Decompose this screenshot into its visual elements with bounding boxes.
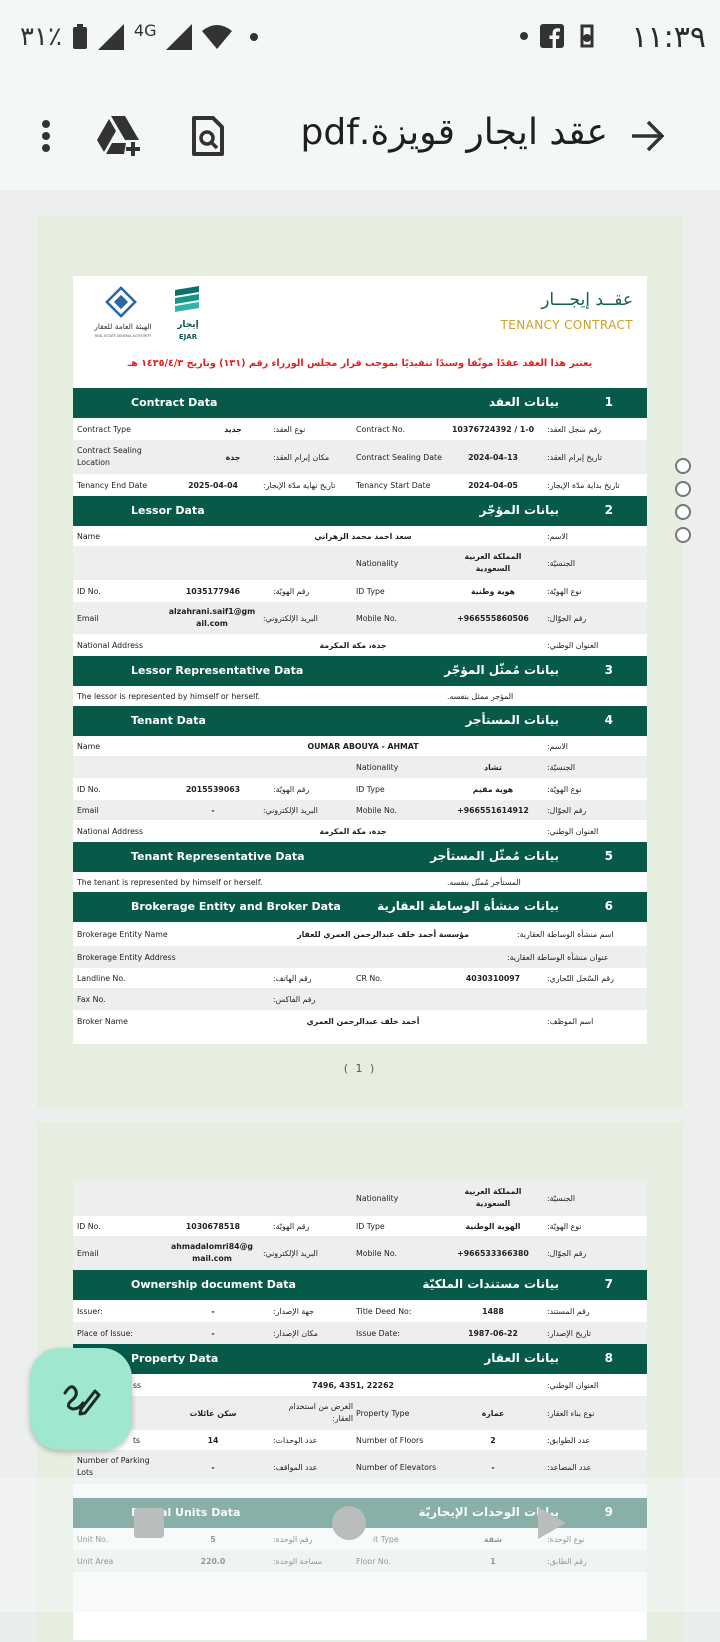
section-title-ar: بيانات المؤجّر — [479, 503, 559, 517]
label-en: Contract Sealing Date — [356, 452, 442, 462]
label-en: CR No. — [356, 973, 383, 983]
arrow-forward-icon — [630, 120, 666, 152]
section-tenant-representative — [73, 842, 647, 872]
label-ar: العنوان الوطني: — [547, 640, 599, 650]
value: ahmadalomri84@gmail.com — [171, 1242, 253, 1263]
label-ar: العنوان الوطني: — [547, 1380, 599, 1390]
table-row — [73, 1300, 647, 1322]
cell-signal-icon — [98, 24, 124, 50]
value: أحمد خلف عبدالرحمن العمري — [306, 1016, 420, 1026]
label-ar: نوع بناء العقار: — [547, 1408, 595, 1418]
more-options-button[interactable] — [22, 112, 70, 160]
table-row — [73, 580, 647, 602]
label-ar: رقم الفاكس: — [273, 994, 316, 1004]
label-en: Nationality — [356, 558, 399, 568]
table-row — [73, 1322, 647, 1344]
drive-add-icon — [97, 116, 143, 156]
value: جدة — [225, 452, 241, 462]
table-row — [73, 1430, 647, 1450]
label-ar: مكان إبرام العقد: — [273, 452, 330, 462]
statement-en: The tenant is represented by himself or herself. — [77, 877, 263, 887]
table-row — [73, 546, 647, 580]
label-en: Email — [77, 613, 99, 623]
section-number: 1 — [604, 395, 613, 409]
contract-sheet — [73, 276, 647, 1044]
table-row — [73, 968, 647, 988]
value: 1035177946 — [185, 586, 241, 596]
label-ar: عدد الطوابق: — [547, 1435, 591, 1445]
table-row — [73, 778, 647, 800]
label-ar: الجنسيّة: — [547, 1193, 576, 1203]
app-notification-icon — [576, 24, 598, 48]
section-tenant-data — [73, 706, 647, 736]
section-title-ar: بيانات منشأة الوساطة العقارية — [377, 899, 559, 913]
document-title: عقد ايجار قويزة.pdf — [300, 112, 608, 153]
label-en: Fax No. — [77, 994, 106, 1004]
value: 14 — [207, 1435, 219, 1445]
table-row — [73, 602, 647, 634]
status-notifications — [520, 24, 598, 48]
label-en: Name — [77, 741, 101, 751]
section-title-ar: بيانات مُمثّل المؤجّر — [444, 663, 559, 677]
section-title-ar: بيانات مستندات الملكيّة — [422, 1277, 559, 1291]
annotate-button[interactable] — [30, 1348, 132, 1450]
label-ar: البريد الإلكتروني: — [263, 1248, 318, 1258]
ejar-logo-text-en: EJAR — [178, 333, 198, 341]
statement-ar: المستأجر مُمثّل بنفسه. — [447, 877, 521, 887]
label-ar: تاريخ الإصدار: — [547, 1328, 591, 1338]
brand-title-en: TENANCY CONTRACT — [500, 318, 633, 332]
value: - — [211, 805, 215, 815]
statement-ar: المؤجر ممثل بنفسه. — [447, 691, 514, 701]
section-title-ar: بيانات العقد — [488, 395, 559, 409]
system-nav-bar — [0, 1478, 720, 1612]
scroll-dot — [675, 481, 691, 497]
value: - — [211, 1462, 215, 1472]
table-row — [73, 1216, 647, 1236]
value: 1488 — [482, 1306, 504, 1316]
section-number: 4 — [604, 713, 613, 727]
label-en: Name — [77, 531, 101, 541]
network-type: 4G — [133, 20, 157, 40]
value: تشاد — [484, 762, 502, 772]
section-title-ar: بيانات المستأجر — [465, 713, 559, 727]
statement-en: The lessor is represented by himself or herself. — [77, 691, 260, 701]
value: مؤسسة أحمد خلف عبدالرحمن العمري للعقار — [297, 929, 469, 939]
label-en: ID Type — [356, 586, 385, 596]
label-ar: تاريخ إبرام العقد: — [547, 452, 603, 462]
section-number: 3 — [604, 663, 613, 677]
label-en: Nationality — [356, 762, 399, 772]
table-row — [73, 1010, 647, 1032]
label-ar: رقم الهويّة: — [273, 1221, 310, 1231]
label-ar: عنوان منشأة الوساطة العقارية: — [507, 952, 609, 962]
value: - — [491, 1462, 495, 1472]
dot-icon — [250, 33, 258, 41]
label-ar: الاسم: — [547, 531, 568, 541]
value: 1987-06-22 — [468, 1328, 518, 1338]
label-en: ID Type — [356, 784, 385, 794]
status-left — [20, 22, 258, 52]
label-ar: البريد الإلكتروني: — [263, 805, 318, 815]
page-number: ( 1 ) — [343, 1062, 377, 1075]
label-en: Mobile No. — [356, 613, 397, 623]
scroll-dot — [675, 527, 691, 543]
section-title-ar: بيانات العقار — [484, 1351, 559, 1365]
authority-logos — [85, 286, 210, 346]
more-vert-icon — [41, 119, 51, 153]
label-en: Place of Issue: — [77, 1328, 133, 1338]
edit-draw-icon — [61, 1379, 101, 1419]
value: - — [211, 1328, 215, 1338]
rega-logo-text-en: REAL ESTATE GENERAL AUTHORITY — [94, 334, 152, 338]
value: جديد — [224, 424, 242, 434]
label-ar: رقم الهويّة: — [273, 784, 310, 794]
label-ar: نوع الهويّة: — [547, 586, 582, 596]
label-en: Email — [77, 1248, 99, 1258]
label-ar: الغرض من استخدام العقار: — [288, 1402, 353, 1423]
label-ar: الجنسيّة: — [547, 558, 576, 568]
label-en: Mobile No. — [356, 805, 397, 815]
back-nav-button[interactable] — [536, 1505, 568, 1541]
section-title-ar: بيانات مُمثّل المستأجر — [430, 849, 559, 863]
label-ar: عدد المواقف: — [273, 1462, 318, 1472]
label-ar: الجنسيّة: — [547, 762, 576, 772]
section-contract-data — [73, 388, 647, 418]
label-ar: رقم الجوّال: — [547, 613, 587, 623]
label-en: Contract Sealing Location — [77, 446, 142, 467]
label-en: Property Type — [356, 1408, 410, 1418]
ejar-logo-icon — [173, 286, 203, 318]
app-toolbar — [0, 82, 720, 191]
label-ar: نوع الهويّة: — [547, 784, 582, 794]
table-row — [73, 634, 647, 656]
label-en: Broker Name — [77, 1016, 128, 1026]
home-button[interactable] — [332, 1506, 366, 1540]
section-title-en: Lessor Data — [131, 504, 205, 517]
label-en: Brokerage Entity Address — [77, 952, 176, 962]
table-row — [73, 1236, 647, 1270]
table-row — [73, 686, 647, 706]
clock: ١١:٣٩ — [631, 20, 706, 55]
rega-logo-text: الهيئة العامة للعقار — [94, 322, 152, 331]
label-en: Contract No. — [356, 424, 405, 434]
value: 2025-04-04 — [188, 480, 238, 490]
value: alzahrani.saif1@gmail.com — [168, 607, 256, 628]
label-ar: عدد الوحدات: — [273, 1435, 318, 1445]
label-ar: جهة الإصدار: — [273, 1306, 314, 1316]
label-ar: عدد المصاعد: — [547, 1462, 592, 1472]
ejar-logo-text: إيجار — [177, 320, 199, 330]
table-row — [73, 474, 647, 496]
section-brokerage — [73, 892, 647, 922]
label-en: Email — [77, 805, 99, 815]
value: 1030678518 — [185, 1221, 241, 1231]
table-row — [73, 1396, 647, 1430]
section-number: 6 — [604, 899, 613, 913]
value: جدة، مكة المكرمة — [319, 640, 387, 650]
section-number: 7 — [604, 1277, 613, 1291]
pdf-page-1 — [37, 216, 683, 1108]
scroll-dot — [675, 504, 691, 520]
value: سعد احمد محمد الزهراني — [314, 531, 412, 541]
table-row — [73, 418, 647, 440]
section-lessor-representative — [73, 656, 647, 686]
label-en: Landline No. — [77, 973, 126, 983]
label-en: Number of Elevators — [356, 1462, 437, 1472]
label-ar: رقم الجوّال: — [547, 1248, 587, 1258]
find-in-page-icon — [191, 115, 225, 157]
section-title-en: Property Data — [131, 1352, 219, 1365]
value: سكن عائلات — [189, 1408, 237, 1418]
value: +966551614912 — [457, 805, 529, 815]
dot-icon — [520, 32, 528, 40]
facebook-icon — [540, 24, 564, 48]
table-row — [73, 756, 647, 778]
value: المملكة العربية السعودية — [464, 552, 522, 573]
label-en: ID No. — [77, 1221, 101, 1231]
label-en: Issue Date: — [356, 1328, 400, 1338]
table-row — [73, 872, 647, 892]
label-en: Brokerage Entity Name — [77, 929, 168, 939]
value: هوية وطنية — [471, 586, 515, 596]
label-ar: مكان الإصدار: — [273, 1328, 318, 1338]
value: +966555860506 — [457, 613, 529, 623]
section-number: 8 — [604, 1351, 613, 1365]
section-ownership-document — [73, 1270, 647, 1300]
section-lessor-data — [73, 496, 647, 526]
wifi-icon — [202, 25, 232, 49]
battery-percent: ٣١٪ — [20, 22, 62, 52]
label-en: Title Deed No: — [356, 1306, 412, 1316]
value: عمارة — [481, 1408, 505, 1418]
section-title-en: Ownership document Data — [131, 1278, 296, 1291]
label-ar: رقم الهويّة: — [273, 586, 310, 596]
brand-title-ar: عقــد إيجـــار — [541, 290, 633, 310]
label-en: ss — [133, 1380, 142, 1390]
label-en: Contract Type — [77, 424, 131, 434]
table-row — [73, 988, 647, 1010]
section-title-en: Tenant Data — [131, 714, 206, 727]
value: +966533366380 — [457, 1248, 529, 1258]
section-title-en: Contract Data — [131, 396, 218, 409]
table-row — [73, 800, 647, 820]
label-en: ID Type — [356, 1221, 385, 1231]
add-to-drive-button[interactable] — [96, 112, 144, 160]
label-ar: رقم السّجل التّجاري: — [547, 973, 614, 983]
cell-signal-2-icon — [166, 24, 192, 50]
section-title-en: Tenant Representative Data — [131, 850, 305, 863]
recents-button[interactable] — [134, 1508, 164, 1538]
section-title-en: Brokerage Entity and Broker Data — [131, 900, 341, 913]
label-en: ts — [133, 1435, 141, 1445]
label-ar: الاسم: — [547, 741, 568, 751]
table-row — [73, 922, 647, 946]
value: الهوية الوطنية — [465, 1221, 521, 1231]
value: 7496, 4351, 22262 — [312, 1380, 394, 1390]
table-row — [73, 1180, 647, 1216]
label-en: Tenancy End Date — [77, 480, 148, 490]
table-row — [73, 526, 647, 546]
value: 4030310097 — [465, 973, 521, 983]
table-row — [73, 946, 647, 968]
table-row — [73, 736, 647, 756]
search-in-document-button[interactable] — [184, 112, 232, 160]
label-ar: تاريخ نهاية مدّة الإيجار: — [263, 480, 336, 490]
label-en: ID No. — [77, 784, 101, 794]
label-ar: رقم الهاتف: — [273, 973, 312, 983]
label-ar: العنوان الوطني: — [547, 826, 599, 836]
value: 2015539063 — [185, 784, 241, 794]
section-number: 2 — [604, 503, 613, 517]
section-title-en: Lessor Representative Data — [131, 664, 304, 677]
label-ar: اسم منشأة الوساطة العقارية: — [517, 929, 614, 939]
value: 2024-04-13 — [468, 452, 518, 462]
label-en: Mobile No. — [356, 1248, 397, 1258]
label-en: National Address — [77, 640, 144, 650]
label-ar: تاريخ بداية مدّة الإيجار: — [547, 480, 620, 490]
table-row — [73, 1374, 647, 1396]
label-en: Number of Floors — [356, 1435, 424, 1445]
back-button[interactable] — [624, 112, 672, 160]
label-ar: رقم سجل العقد: — [547, 424, 602, 434]
label-en: Tenancy Start Date — [356, 480, 431, 490]
label-ar: رقم المستند: — [547, 1306, 590, 1316]
value: - — [211, 1306, 215, 1316]
fast-scroll-handle[interactable] — [675, 458, 691, 550]
battery-icon — [72, 24, 88, 50]
section-property-data — [73, 1344, 647, 1374]
value: جدة، مكة المكرمة — [319, 826, 387, 836]
label-ar: البريد الإلكتروني: — [263, 613, 318, 623]
table-row — [73, 440, 647, 474]
label-ar: اسم الموظف: — [547, 1016, 594, 1026]
label-ar: رقم الجوّال: — [547, 805, 587, 815]
value: 2 — [490, 1435, 496, 1445]
value: المملكة العربية السعودية — [464, 1187, 522, 1208]
label-en: Issuer: — [77, 1306, 103, 1316]
label-ar: نوع الهويّة: — [547, 1221, 582, 1231]
legal-notice: يعتبر هذا العقد عقدًا موثّقا وسندًا تنفيذيًا بموجب قرار مجلس الوزراء رقم (١٣١) وتاريخ ١٤٣٥/٤/٣ هـ — [127, 358, 593, 369]
table-row — [73, 820, 647, 842]
value: OUMAR ABOUYA - AHMAT — [307, 741, 419, 751]
label-en: Nationality — [356, 1193, 399, 1203]
label-ar: نوع العقد: — [273, 424, 306, 434]
scroll-dot — [675, 458, 691, 474]
label-en: National Address — [77, 826, 144, 836]
label-en: Number of Parking Lots — [77, 1456, 150, 1477]
value: 2024-04-05 — [468, 480, 518, 490]
value: هوية مقيم — [472, 784, 514, 794]
status-bar — [0, 0, 720, 82]
value: 10376724392 / 1-0 — [451, 424, 535, 434]
label-en: ID No. — [77, 586, 101, 596]
section-number: 5 — [604, 849, 613, 863]
